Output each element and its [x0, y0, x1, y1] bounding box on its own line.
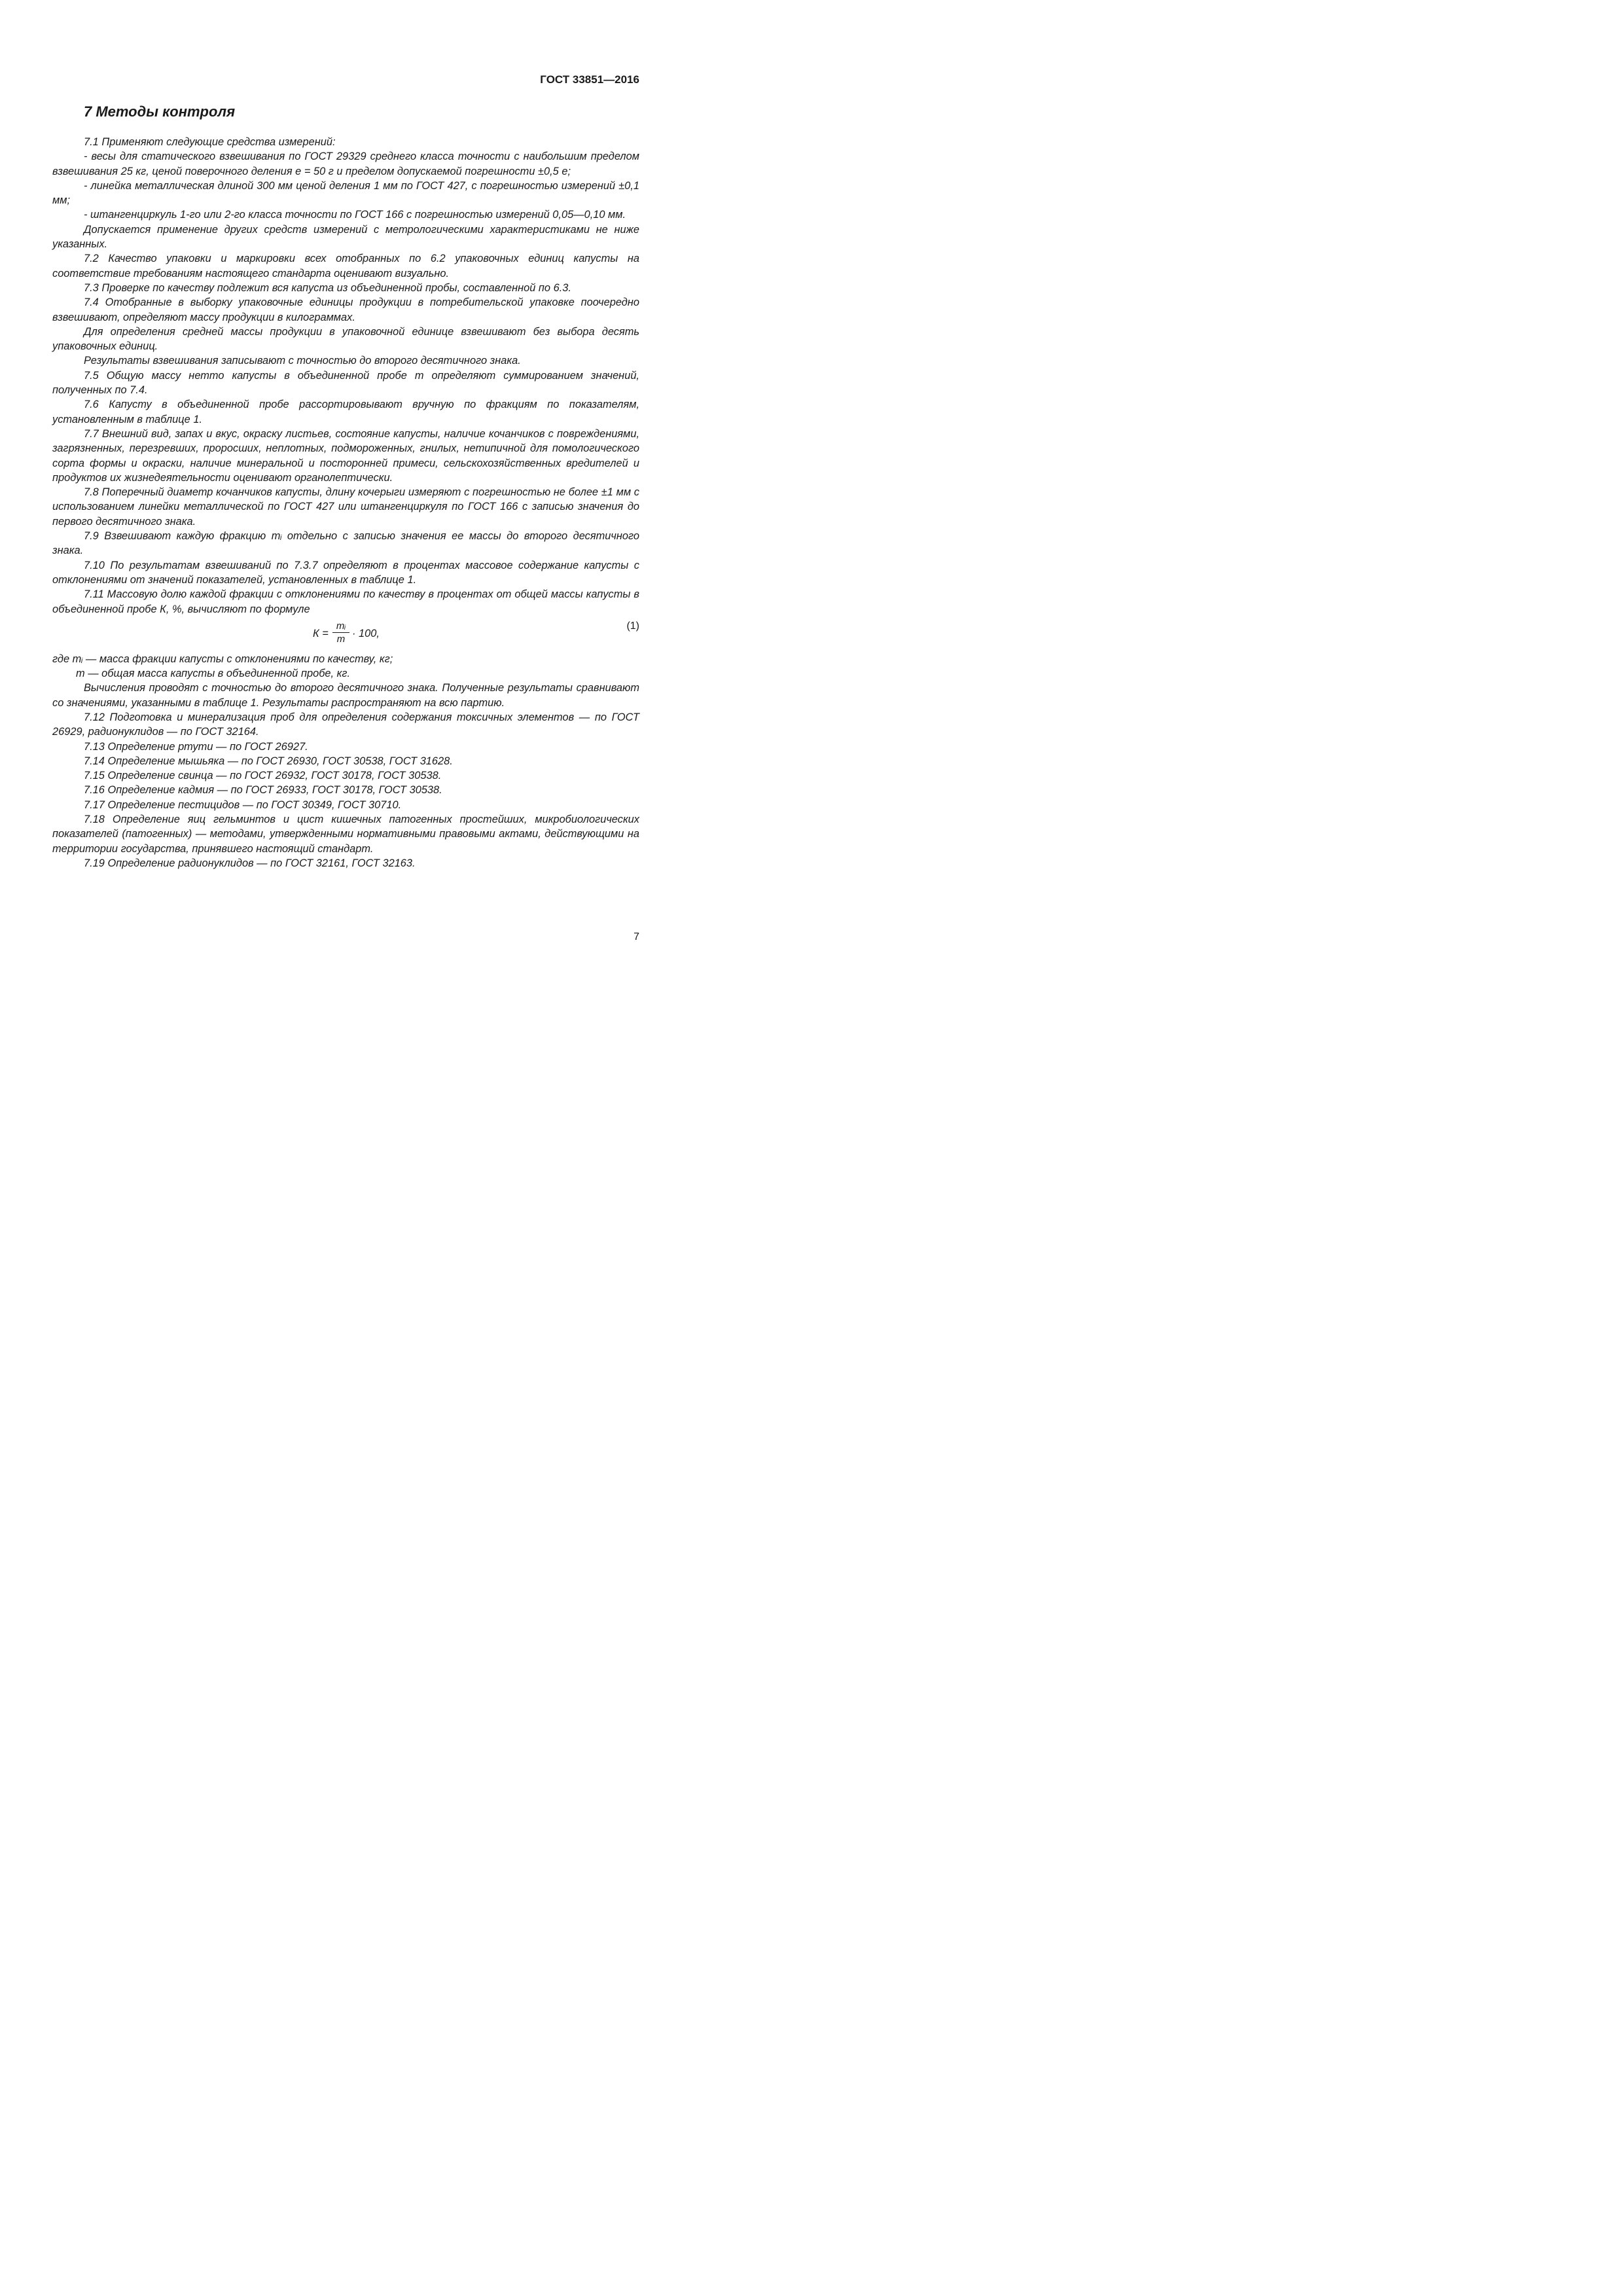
paragraph: 7.2 Качество упаковки и маркировки всех отобранных по 6.2 упаковочных единиц капусты на соответствие требованиям настоящего стандарта оценивают визуально. — [52, 253, 639, 279]
paragraph: Допускается применение других средств измерений с метрологическими характеристиками не ниже указанных. — [52, 223, 639, 251]
formula-denominator: m — [336, 633, 346, 645]
paragraph: 7.9 Взвешивают каждую фракцию mᵢ отдельно с записью значения ее массы до второго десятичного знака. — [52, 530, 639, 557]
paragraph: 7.3 Проверке по качеству подлежит вся капуста из объединенной пробы, составленной по 6.3. — [84, 281, 571, 294]
paragraph: 7.1 Применяют следующие средства измерений: — [84, 136, 336, 148]
paragraph: 7.18 Определение яиц гельминтов и цист кишечных патогенных простейших, микробиологических показателей (патогенных) — методами, утвержденными нормативными правовыми актами, действующими на территории государства, принявшего настоящий стандарт. — [52, 814, 639, 855]
formula-fraction — [332, 620, 349, 646]
paragraph: 7.17 Определение пестицидов — по ГОСТ 30349, ГОСТ 30710. — [84, 798, 402, 811]
paragraph: 7.10 По результатам взвешиваний по 7.3.7 определяют в процентах массовое содержание капусты с отклонениями от значений показателей, установленных в таблице 1. — [52, 559, 639, 586]
paragraph: 7.16 Определение кадмия — по ГОСТ 26933, ГОСТ 30178, ГОСТ 30538. — [84, 784, 442, 797]
paragraph: 7.8 Поперечный диаметр кочанчиков капусты, длину кочерыги измеряют с погрешностью не более ±1 мм с использованием линейки металлической по ГОСТ 427 или штангенциркуля по ГОСТ 166 с записью значения до первого десятичного знака. — [52, 486, 639, 528]
formula-number: (1) — [626, 620, 639, 632]
legend-line: m — общая масса капусты в объединенной пробе, кг. — [76, 668, 351, 680]
section-body — [52, 135, 639, 870]
paragraph: 7.14 Определение мышьяка — по ГОСТ 26930, ГОСТ 30538, ГОСТ 31628. — [84, 755, 453, 767]
standard-header: ГОСТ 33851—2016 — [540, 73, 639, 86]
paragraph: 7.11 Массовую долю каждой фракции с отклонениями по качеству в процентах от общей массы капусты в объединенной пробе К, %, вычисляют по формуле — [52, 588, 639, 615]
paragraph: 7.6 Капусту в объединенной пробе рассортировывают вручную по фракциям по показателям, установленным в таблице 1. — [52, 399, 639, 425]
paragraph: 7.19 Определение радионуклидов — по ГОСТ 32161, ГОСТ 32163. — [84, 857, 416, 869]
paragraph: 7.15 Определение свинца — по ГОСТ 26932, ГОСТ 30178, ГОСТ 30538. — [84, 770, 442, 782]
paragraph: 7.7 Внешний вид, запах и вкус, окраску листьев, состояние капусты, наличие кочанчиков с повреждениями, загрязненных, перезревших, проросших, неплотных, подмороженных, гнилых, нетипичной для помологического сорта формы и окраски, наличие минеральной и посторонней примеси, сельскохозяйственных вредителей и продуктов их жизнедеятельности оценивают органолептически. — [52, 427, 639, 484]
formula-lhs: К = — [313, 627, 329, 639]
paragraph: - весы для статического взвешивания по ГОСТ 29329 среднего класса точности с наибольшим пределом взвешивания 25 кг, ценой поверочного деления е = 50 г и пределом допускаемой погрешности ±0,5 е; — [52, 151, 639, 177]
document-page — [0, 0, 722, 1021]
formula-block — [52, 619, 639, 649]
paragraph: - линейка металлическая длиной 300 мм ценой деления 1 мм по ГОСТ 427, с погрешностью измерений ±0,1 мм; — [52, 179, 639, 207]
section-title: 7 Методы контроля — [84, 103, 236, 120]
paragraph: 7.5 Общую массу нетто капусты в объединенной пробе m определяют суммированием значений, полученных по 7.4. — [52, 369, 639, 397]
page-number: 7 — [633, 931, 639, 942]
paragraph: 7.4 Отобранные в выборку упаковочные единицы продукции в потребительской упаковке поочередно взвешивают, определяют массу продукции в килограммах. — [52, 296, 639, 323]
paragraph: - штангенциркуль 1-го или 2-го класса точности по ГОСТ 166 с погрешностью измерений 0,05—0,10 мм. — [84, 209, 626, 221]
paragraph: Для определения средней массы продукции в упаковочной единице взвешивают без выбора десять упаковочных единиц. — [52, 325, 639, 353]
legend-line: где mᵢ — масса фракции капусты с отклонениями по качеству, кг; — [52, 653, 393, 665]
formula-rest: · 100, — [352, 627, 380, 639]
paragraph: Результаты взвешивания записывают с точностью до второго десятичного знака. — [84, 355, 521, 367]
paragraph: Вычисления проводят с точностью до второго десятичного знака. Полученные результаты сравнивают со значениями, указанными в таблице 1. Результаты распространяют на всю партию. — [52, 682, 639, 709]
paragraph: 7.12 Подготовка и минерализация проб для определения содержания токсичных элементов — по ГОСТ 26929, радионуклидов — по ГОСТ 32164. — [52, 711, 639, 738]
formula-numerator: mᵢ — [332, 620, 349, 633]
paragraph: 7.13 Определение ртути — по ГОСТ 26927. — [84, 740, 308, 753]
